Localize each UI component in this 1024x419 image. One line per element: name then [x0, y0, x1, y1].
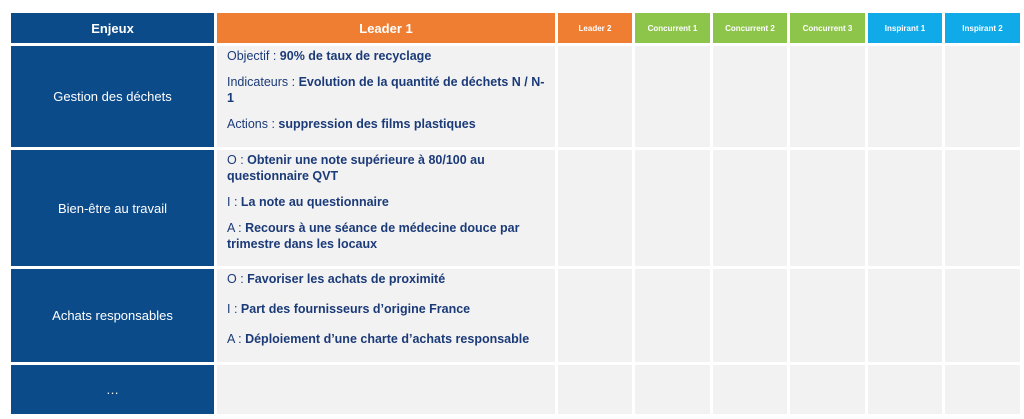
header-concurrent-2: Concurrent 2	[713, 13, 787, 43]
empty-cell	[868, 46, 942, 147]
header-enjeux: Enjeux	[11, 13, 214, 43]
empty-cell	[713, 365, 787, 414]
line-prefix: A :	[227, 332, 246, 346]
header-concurrent-1: Concurrent 1	[635, 13, 710, 43]
empty-cell	[635, 269, 710, 362]
empty-cell	[635, 46, 710, 147]
empty-cell	[635, 150, 710, 266]
line-value: Recours à une séance de médecine douce par trimestre dans les locaux	[227, 221, 520, 251]
leader-1-cell	[217, 150, 555, 266]
empty-cell	[558, 150, 632, 266]
line-value: La note au questionnaire	[240, 195, 389, 209]
header-leader-2: Leader 2	[558, 13, 632, 43]
header-concurrent-3: Concurrent 3	[790, 13, 865, 43]
empty-cell	[558, 269, 632, 362]
empty-cell	[868, 269, 942, 362]
leader-1-cell	[217, 269, 555, 362]
line-prefix: I :	[227, 302, 241, 316]
empty-cell	[945, 150, 1020, 266]
line-prefix: O :	[227, 153, 248, 167]
empty-cell	[945, 46, 1020, 147]
leader-1-cell	[217, 46, 555, 147]
enjeu-cell: Achats responsables	[11, 269, 214, 362]
line-value: Part des fournisseurs d’origine France	[240, 302, 471, 316]
empty-cell	[868, 150, 942, 266]
line-value: Evolution de la quantité de déchets N / N-1	[227, 75, 545, 105]
empty-cell	[713, 269, 787, 362]
empty-cell	[558, 46, 632, 147]
empty-cell	[713, 46, 787, 147]
empty-cell	[868, 365, 942, 414]
line-prefix: I :	[227, 195, 241, 209]
indicator-line	[227, 301, 547, 317]
empty-cell	[217, 365, 555, 414]
action-line	[227, 220, 547, 252]
objective-line	[227, 48, 547, 64]
empty-cell	[790, 365, 865, 414]
objective-line	[227, 152, 547, 184]
enjeu-cell: Gestion des déchets	[11, 46, 214, 147]
line-prefix: Objectif :	[227, 49, 280, 63]
line-value: Favoriser les achats de proximité	[247, 272, 446, 286]
line-value: 90% de taux de recyclage	[279, 49, 432, 63]
line-prefix: O :	[227, 272, 248, 286]
line-prefix: Indicateurs :	[227, 75, 299, 89]
empty-cell	[945, 269, 1020, 362]
empty-cell	[945, 365, 1020, 414]
empty-cell	[790, 269, 865, 362]
empty-cell	[713, 150, 787, 266]
header-inspirant-1: Inspirant 1	[868, 13, 942, 43]
empty-cell	[790, 150, 865, 266]
header-leader-1: Leader 1	[217, 13, 555, 43]
line-value: suppression des films plastiques	[278, 117, 476, 131]
header-inspirant-2: Inspirant 2	[945, 13, 1020, 43]
enjeu-cell: …	[11, 365, 214, 414]
line-prefix: A :	[227, 221, 246, 235]
line-prefix: Actions :	[227, 117, 279, 131]
empty-cell	[558, 365, 632, 414]
indicator-line	[227, 194, 547, 210]
objective-line	[227, 271, 547, 287]
indicator-line	[227, 74, 547, 106]
action-line	[227, 116, 547, 132]
empty-cell	[790, 46, 865, 147]
comparison-table	[11, 13, 1020, 414]
enjeu-cell: Bien-être au travail	[11, 150, 214, 266]
line-value: Déploiement d’une charte d’achats responsable	[245, 332, 530, 346]
line-value: Obtenir une note supérieure à 80/100 au questionnaire QVT	[227, 153, 485, 183]
action-line	[227, 331, 547, 347]
empty-cell	[635, 365, 710, 414]
